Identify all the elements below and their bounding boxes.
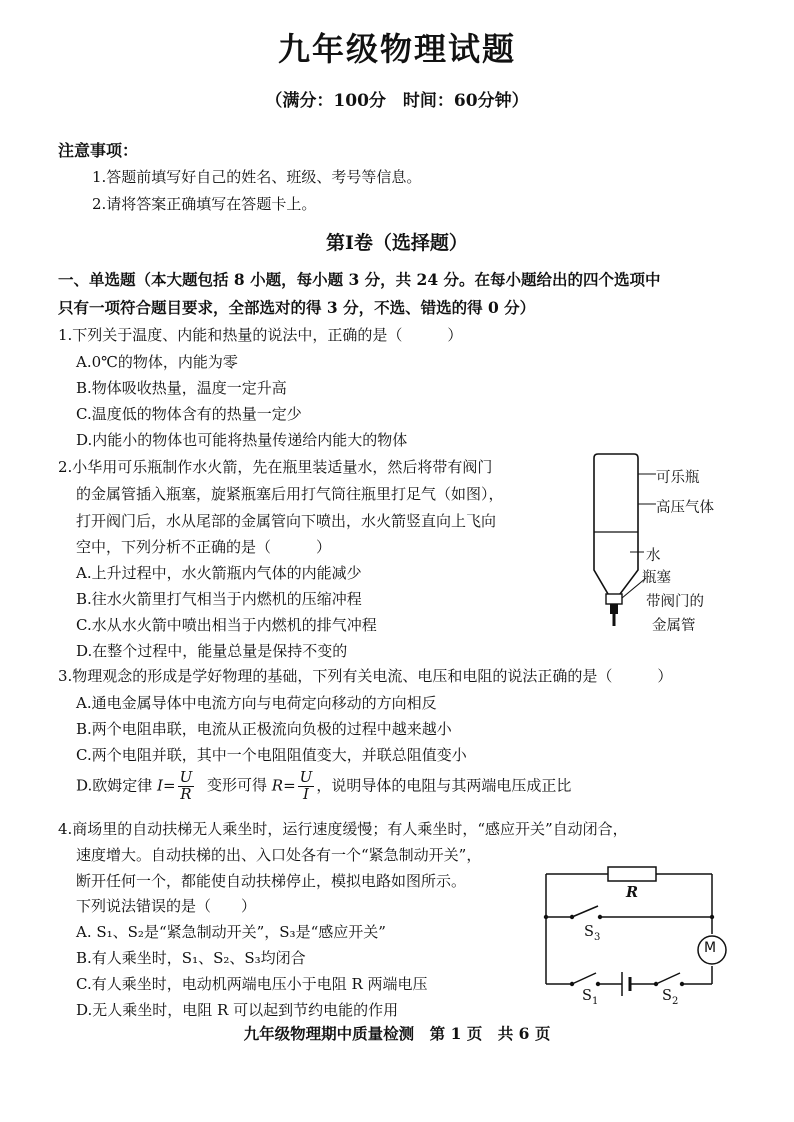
- note-item-1: 1.答题前填写好自己的姓名、班级、考号等信息。: [92, 168, 422, 186]
- s3-letter: S: [584, 924, 594, 940]
- s2-subscript: 2: [671, 995, 679, 1007]
- s1-letter: S: [582, 988, 592, 1004]
- formula-equals-2: =: [283, 776, 296, 795]
- q3-d-suffix: ，说明导体的电阻与其两端电压成正比: [316, 776, 572, 795]
- circuit-label-s2: [662, 988, 678, 1007]
- q1-option-a: A.0℃的物体，内能为零: [76, 353, 238, 371]
- q4-line-4: 下列说法错误的是（ ）: [76, 897, 257, 915]
- circuit-label-s1: [582, 988, 598, 1007]
- q2-option-d: D.在整个过程中，能量总量是保持不变的: [76, 642, 348, 660]
- q4-line-1: 4.商场里的自动扶梯无人乘坐时，运行速度缓慢；有人乘坐时，“感应开关”自动闭合，: [58, 820, 628, 838]
- part-heading-line-1: 一、单选题（本大题包括 8 小题，每小题 3 分，共 24 分。在每小题给出的四个选项中: [58, 270, 661, 289]
- q4-option-d: D.无人乘坐时，电阻 R 可以起到节约电能的作用: [76, 1001, 399, 1019]
- q2-line-3: 打开阀门后，水从尾部的金属管向下喷出，水火箭竖直向上飞向: [76, 512, 497, 530]
- q1-option-d: D.内能小的物体也可能将热量传递给内能大的物体: [76, 431, 408, 449]
- page-footer: 九年级物理期中质量检测 第 1 页 共 6 页: [243, 1024, 551, 1043]
- q2-option-b: B.往水火箭里打气相当于内燃机的压缩冲程: [76, 590, 362, 608]
- q4-line-3: 断开任何一个，都能使自动扶梯停止，模拟电路如图所示。: [76, 872, 467, 890]
- label-valve-line-1: 带阀门的: [646, 594, 704, 610]
- s1-subscript: 1: [591, 995, 599, 1007]
- part-heading-line-2: 只有一项符合题目要求，全部选对的得 3 分，不选、错选的得 0 分）: [58, 298, 536, 317]
- q4-option-c: C.有人乘坐时，电动机两端电压小于电阻 R 两端电压: [76, 975, 428, 993]
- q1-option-b: B.物体吸收热量，温度一定升高: [76, 379, 287, 397]
- q1-option-c: C.温度低的物体含有的热量一定少: [76, 405, 302, 423]
- formula-u-over-i: [298, 770, 315, 803]
- formula-equals: =: [162, 776, 176, 795]
- q3-d-prefix: D.欧姆定律: [76, 776, 153, 795]
- label-high-pressure-gas: 高压气体: [656, 500, 714, 516]
- q1-stem: 1.下列关于温度、内能和热量的说法中，正确的是（ ）: [58, 326, 463, 344]
- q2-option-a: A.上升过程中，水火箭瓶内气体的内能减少: [76, 564, 362, 582]
- q3-option-c: C.两个电阻并联，其中一个电阻阻值变大，并联总阻值变小: [76, 746, 467, 764]
- s2-letter: S: [662, 988, 672, 1004]
- label-stopper: 瓶塞: [642, 570, 671, 586]
- label-cola-bottle: 可乐瓶: [656, 470, 700, 486]
- formula-denominator-i: I: [303, 784, 309, 803]
- q3-stem: 3.物理观念的形成是学好物理的基础，下列有关电流、电压和电阻的说法正确的是（ ）: [58, 667, 673, 685]
- q4-line-2: 速度增大。自动扶梯的出、入口处各有一个“紧急制动开关”，: [76, 846, 482, 864]
- q3-option-d: [76, 770, 571, 803]
- label-water: 水: [646, 548, 661, 564]
- q2-line-1: 2.小华用可乐瓶制作水火箭，先在瓶里装适量水，然后将带有阀门: [58, 458, 493, 476]
- formula-resistance: R: [271, 776, 284, 795]
- escalator-circuit-diagram: [536, 862, 746, 1008]
- s3-subscript: 3: [593, 931, 601, 943]
- q3-d-middle: 变形可得: [207, 776, 268, 795]
- formula-current: I: [157, 776, 163, 795]
- formula-denominator-r: R: [180, 784, 192, 803]
- formula-numerator-u-2: U: [299, 768, 313, 786]
- q4-option-b: B.有人乘坐时，S₁、S₂、S₃均闭合: [76, 949, 306, 967]
- q3-option-a: A.通电金属导体中电流方向与电荷定向移动的方向相反: [76, 694, 437, 712]
- q3-option-b: B.两个电阻串联，电流从正极流向负极的过程中越来越小: [76, 720, 452, 738]
- exam-info: （满分：100分 时间：60分钟）: [265, 91, 529, 111]
- circuit-label-r: R: [626, 884, 639, 901]
- page-title: 九年级物理试题: [277, 30, 516, 68]
- section-title: 第Ⅰ卷（选择题）: [326, 232, 468, 254]
- formula-u-over-r: [178, 770, 195, 803]
- formula-numerator-u: U: [179, 768, 193, 786]
- notes-heading: 注意事项：: [58, 141, 139, 160]
- motor-symbol: M: [704, 940, 717, 956]
- circuit-label-s3: [584, 924, 600, 943]
- q2-line-4: 空中，下列分析不正确的是（ ）: [76, 538, 332, 556]
- q2-line-2: 的金属管插入瓶塞，旋紧瓶塞后用打气筒往瓶里打足气（如图），: [76, 485, 504, 503]
- label-valve-line-2: 金属管: [652, 618, 696, 634]
- note-item-2: 2.请将答案正确填写在答题卡上。: [92, 195, 317, 213]
- q2-option-c: C.水从水火箭中喷出相当于内燃机的排气冲程: [76, 616, 377, 634]
- q4-option-a: A. S₁、S₂是“紧急制动开关”，S₃是“感应开关”: [76, 923, 386, 941]
